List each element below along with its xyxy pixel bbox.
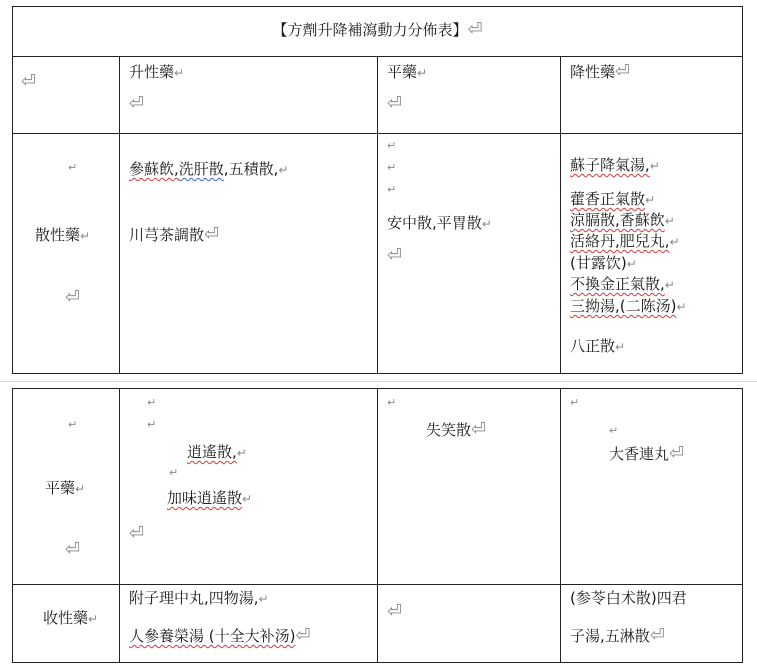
page-break-line: [0, 381, 757, 382]
paragraph-mark: ↵: [387, 161, 397, 174]
cell-shou-jiang-line2[interactable]: 子湯,五淋散⏎: [570, 625, 665, 646]
paragraph-mark: ↵: [387, 139, 397, 152]
cell-san-jiang-7[interactable]: 三拗湯,(二陈汤)↵: [570, 297, 687, 315]
paragraph-mark: ↵: [387, 396, 397, 409]
cell-san-ping[interactable]: 安中散,平胃散↵: [387, 214, 492, 232]
empty-header-cell[interactable]: ⏎: [21, 71, 37, 92]
cell-san-jiang-1[interactable]: 蘇子降氣湯,↵: [570, 156, 660, 174]
cell-san-jiang-8[interactable]: 八正散↵: [570, 337, 626, 355]
cell-ping-jiang[interactable]: 大香連丸⏎: [609, 443, 685, 464]
distribution-table-upper: [12, 6, 743, 374]
cell-san-sheng-line2[interactable]: 川芎茶調散⏎: [129, 224, 220, 245]
paragraph-mark: ↵: [147, 418, 157, 431]
cell-shou-jiang-line1[interactable]: (参苓白术散)四君: [570, 589, 687, 607]
row-label-san[interactable]: 散性藥↵: [35, 226, 91, 244]
column-divider: [377, 56, 378, 373]
distribution-table-lower: [12, 388, 743, 663]
header-sheng[interactable]: 升性藥↵: [129, 63, 185, 81]
cell-san-jiang-3[interactable]: 涼膈散,香蘇飲↵: [570, 211, 675, 229]
cell-ping-sheng-line2[interactable]: 加味逍遙散↵: [167, 489, 253, 507]
paragraph-mark: ⏎: [129, 93, 145, 114]
cell-san-jiang-6[interactable]: 不換金正氣散,↵: [570, 275, 675, 293]
paragraph-mark: ⏎: [65, 287, 81, 308]
row-label-shou[interactable]: 收性藥↵: [43, 609, 99, 627]
cell-shou-sheng-line1[interactable]: 附子理中丸,四物湯,↵: [129, 589, 269, 607]
cell-ping-ping[interactable]: 失笑散⏎: [426, 419, 487, 440]
table-title: 【方劑升降補瀉動力分佈表】: [272, 21, 468, 39]
table-title-cell[interactable]: 【方劑升降補瀉動力分佈表】⏎: [272, 19, 483, 40]
paragraph-mark: ↵: [147, 396, 157, 409]
cell-san-jiang-4[interactable]: 活絡丹,肥兒丸,↵: [570, 232, 680, 250]
column-divider: [119, 56, 120, 373]
paragraph-mark: ⏎: [65, 539, 81, 560]
header-ping[interactable]: 平藥↵: [387, 63, 428, 81]
paragraph-mark: ↵: [570, 396, 580, 409]
paragraph-mark: ⏎: [129, 523, 145, 544]
column-divider: [560, 56, 561, 373]
cell-shou-ping[interactable]: ⏎: [387, 601, 403, 622]
column-divider: [119, 389, 120, 662]
paragraph-mark: ⏎: [387, 245, 403, 266]
paragraph-mark: ↵: [169, 466, 179, 479]
column-divider: [377, 389, 378, 662]
paragraph-mark: ↵: [609, 424, 619, 437]
cell-san-jiang-5[interactable]: (甘露饮)↵: [570, 254, 637, 272]
paragraph-mark: ↵: [68, 418, 78, 431]
cell-shou-sheng-line2[interactable]: 人參養榮湯 (十全大补汤)⏎: [129, 625, 311, 646]
paragraph-mark: ⏎: [387, 93, 403, 114]
header-jiang[interactable]: 降性藥⏎: [570, 61, 631, 82]
row-label-ping[interactable]: 平藥↵: [45, 479, 86, 497]
column-divider: [560, 389, 561, 662]
cell-san-jiang-2[interactable]: 藿香正氣散↵: [570, 190, 656, 208]
cell-san-sheng-line1[interactable]: 參蘇飲,洗肝散,五積散,↵: [129, 160, 289, 178]
paragraph-mark: ↵: [68, 161, 78, 174]
cell-ping-sheng-line1[interactable]: 逍遙散,↵: [187, 443, 247, 461]
paragraph-mark: ↵: [387, 183, 397, 196]
